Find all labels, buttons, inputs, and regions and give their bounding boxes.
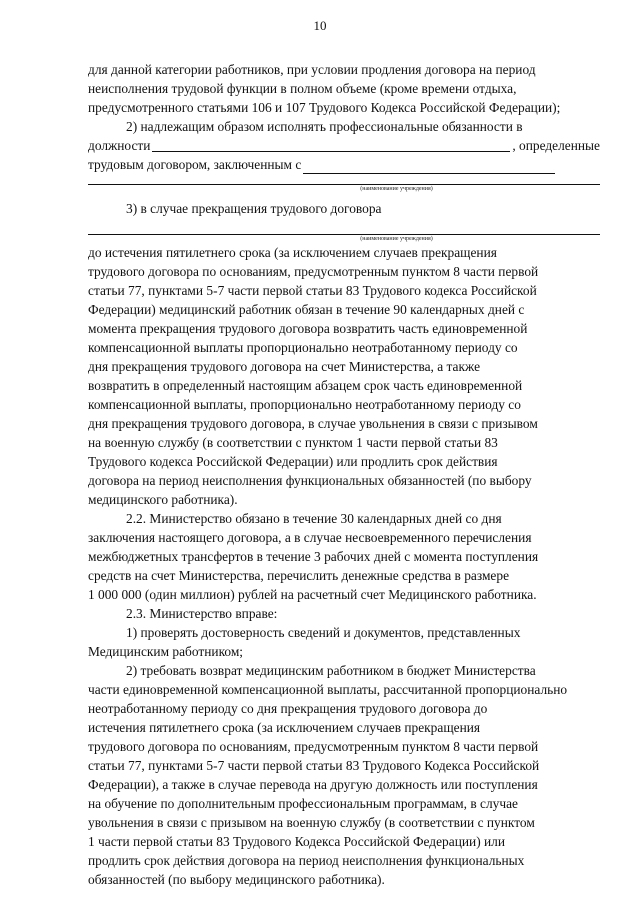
text-line: статьи 77, пунктами 5-7 части первой статьи 83 Трудового Кодекса Российской bbox=[88, 758, 540, 773]
text-line: договора на период неисполнения функциональных обязанностей (по выбору bbox=[88, 473, 532, 488]
text-line: Федерации), а также в случае перевода на другую должность или поступления bbox=[88, 777, 538, 792]
paragraph-2-2 bbox=[88, 509, 600, 604]
position-row bbox=[88, 136, 600, 155]
page-number: 10 bbox=[313, 18, 327, 33]
text-line: предусмотренного статьями 106 и 107 Трудового Кодекса Российской Федерации); bbox=[88, 100, 561, 115]
text-line: продлить срок действия договора на период неисполнения функциональных bbox=[88, 853, 525, 868]
text-line: межбюджетных трансфертов в течение 3 рабочих дней с момента поступления bbox=[88, 549, 539, 564]
paragraph-2-3-1 bbox=[88, 623, 600, 661]
text-line: компенсационной выплаты пропорционально неотработанному периоду со bbox=[88, 340, 518, 355]
text-line: Федерации) медицинский работник обязан в течение 90 календарных дней с bbox=[88, 302, 525, 317]
text-line: средств на счет Министерства, перечислить денежные средства в размере bbox=[88, 568, 510, 583]
position-blank-line bbox=[152, 137, 510, 152]
text-line: до истечения пятилетнего срока (за исключением случаев прекращения bbox=[88, 245, 497, 260]
item-3-text: 3) в случае прекращения трудового договора bbox=[126, 201, 382, 216]
text-line: части единовременной компенсационной выплаты, рассчитанной пропорционально bbox=[88, 682, 568, 697]
paragraph-p3 bbox=[88, 243, 600, 509]
text-line: дня прекращения трудового договора на счет Министерства, а также bbox=[88, 359, 481, 374]
text-line: дня прекращения трудового договора, в случае увольнения в связи с призывом bbox=[88, 416, 538, 431]
text-line: момента прекращения трудового договора возвратить часть единовременной bbox=[88, 321, 528, 336]
paragraph-2-3-heading: 2.3. Министерство вправе: bbox=[126, 606, 278, 621]
position-suffix: , определенные bbox=[512, 138, 600, 153]
text-line: Медицинским работником; bbox=[88, 644, 244, 659]
contract-prefix: трудовым договором, заключенным с bbox=[88, 157, 302, 172]
paragraph-p1 bbox=[88, 60, 600, 117]
text-line: трудового договора по основаниям, предусмотренным пунктом 8 части первой bbox=[88, 264, 539, 279]
document-body bbox=[88, 60, 600, 889]
item-2-line-1: 2) надлежащим образом исполнять профессиональные обязанности в bbox=[126, 119, 523, 134]
text-line: увольнения в связи с призывом на военную службу (в соответствии с пунктом bbox=[88, 815, 535, 830]
institution-caption-2: (наименование учреждения) bbox=[360, 236, 433, 242]
text-line: статьи 77, пунктами 5-7 части первой статьи 83 Трудового кодекса Российской bbox=[88, 283, 537, 298]
text-line: неотработанному периоду со дня прекращения трудового договора до bbox=[88, 701, 488, 716]
text-line: 1) проверять достоверность сведений и документов, представленных bbox=[126, 625, 521, 640]
text-line: 2) требовать возврат медицинским работником в бюджет Министерства bbox=[126, 663, 536, 678]
text-line: неисполнения трудовой функции в полном объеме (кроме времени отдыха, bbox=[88, 81, 517, 96]
text-line: истечения пятилетнего срока (за исключением случаев прекращения bbox=[88, 720, 481, 735]
text-line: обязанностей (по выбору медицинского работника). bbox=[88, 872, 385, 887]
text-line: на военную службу (в соответствии с пунктом 1 части первой статьи 83 bbox=[88, 435, 498, 450]
text-line: 1 000 000 (один миллион) рублей на расчетный счет Медицинского работника. bbox=[88, 587, 537, 602]
institution-caption-1: (наименование учреждения) bbox=[360, 186, 433, 192]
text-line: для данной категории работников, при условии продления договора на период bbox=[88, 62, 536, 77]
text-line: заключения настоящего договора, а в случае несвоевременного перечисления bbox=[88, 530, 532, 545]
contract-row bbox=[88, 155, 600, 174]
text-line: компенсационной выплаты, пропорционально неотработанному периоду со bbox=[88, 397, 521, 412]
institution-blank-line bbox=[303, 159, 555, 174]
text-line: на обучение по дополнительным профессиональным программам, в случае bbox=[88, 796, 518, 811]
text-line: трудового договора по основаниям, предусмотренным пунктом 8 части первой bbox=[88, 739, 539, 754]
text-line: Трудового кодекса Российской Федерации) или продлить срок действия bbox=[88, 454, 498, 469]
text-line: 2.2. Министерство обязано в течение 30 календарных дней со дня bbox=[126, 511, 502, 526]
institution-separator-line-2 bbox=[88, 220, 600, 235]
position-prefix: должности bbox=[88, 138, 151, 153]
text-line: возвратить в определенный настоящим абзацем срок часть единовременной bbox=[88, 378, 523, 393]
text-line: медицинского работника). bbox=[88, 492, 238, 507]
paragraph-2-3-2 bbox=[88, 661, 600, 889]
text-line: 1 части первой статьи 83 Трудового Кодекса Российской Федерации) или bbox=[88, 834, 506, 849]
institution-separator-line bbox=[88, 176, 600, 185]
